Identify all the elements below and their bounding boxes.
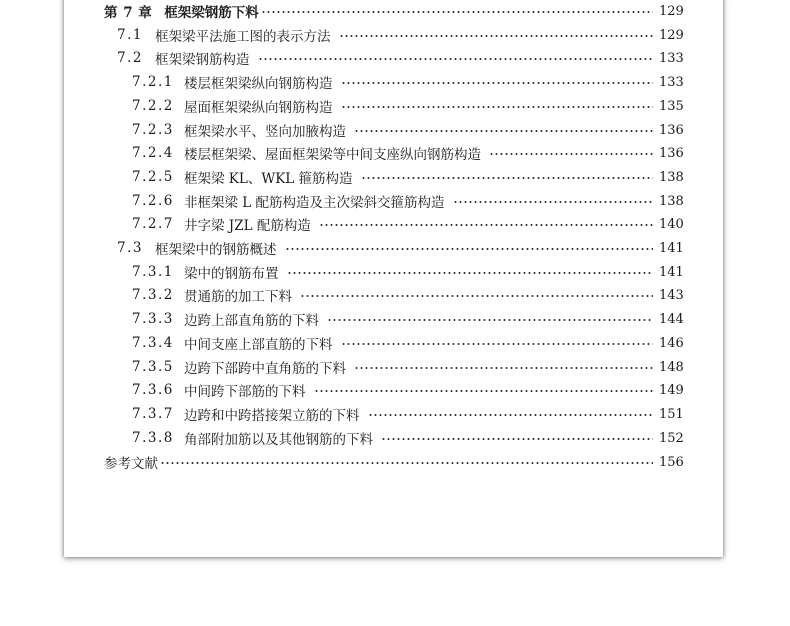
toc-section-title: 框架梁钢筋构造: [155, 52, 250, 68]
toc-entry-7-2-3[interactable]: [132, 119, 683, 141]
toc-entry-7-3[interactable]: [117, 237, 683, 259]
toc-leader-dots: [160, 462, 653, 464]
toc-page-number: 141: [659, 264, 684, 280]
toc-section-title: 屋面框架梁纵向钢筋构造: [184, 100, 333, 116]
toc-page-number: 129: [659, 3, 684, 19]
toc-references[interactable]: [104, 451, 683, 473]
toc-leader-dots: [354, 130, 653, 132]
toc-leader-dots: [327, 319, 653, 321]
toc-page-number: 133: [659, 50, 684, 66]
toc-section-number: 7.3.3: [132, 311, 174, 327]
toc-entry-7-2-7[interactable]: [132, 213, 683, 235]
toc-section-title: 楼层框架梁纵向钢筋构造: [184, 76, 333, 92]
toc-page-number: 135: [659, 98, 684, 114]
toc-leader-dots: [341, 82, 654, 84]
toc-page-number: 152: [659, 430, 684, 446]
toc-section-number: 7.2: [117, 50, 143, 66]
toc-page-number: 156: [659, 454, 684, 470]
toc-chapter-7[interactable]: [104, 0, 683, 22]
toc-section-title: 框架梁中的钢筋概述: [155, 242, 277, 258]
toc-page-number: 133: [659, 74, 684, 90]
toc-references-title: 参考文献: [104, 456, 158, 472]
toc-chapter-title: 框架梁钢筋下料: [164, 5, 259, 21]
toc-leader-dots: [368, 414, 654, 416]
toc-section-number: 7.1: [117, 27, 143, 43]
toc-entry-7-2-1[interactable]: [132, 71, 683, 93]
toc-section-title: 框架梁 KL、WKL 箍筋构造: [184, 171, 353, 187]
toc-entry-7-2-4[interactable]: [132, 142, 683, 164]
toc-leader-dots: [354, 367, 653, 369]
toc-section-number: 7.2.2: [132, 98, 174, 114]
toc-leader-dots: [489, 153, 653, 155]
toc-section-title: 框架梁水平、竖向加腋构造: [184, 124, 346, 140]
toc-section-title: 中间跨下部筋的下料: [184, 384, 306, 400]
toc-leader-dots: [341, 106, 654, 108]
toc-section-title: 井字梁 JZL 配筋构造: [184, 218, 311, 234]
toc-section-title: 梁中的钢筋布置: [184, 266, 279, 282]
toc-page-number: 141: [659, 240, 684, 256]
toc-section-number: 7.2.6: [132, 193, 174, 209]
toc-section-number: 7.3.5: [132, 359, 174, 375]
toc-page-number: 140: [659, 216, 684, 232]
toc-page-number: 129: [659, 27, 684, 43]
toc-entry-7-2-6[interactable]: [132, 190, 683, 212]
toc-section-number: 7.2.4: [132, 145, 174, 161]
document-page: [64, 0, 723, 557]
toc-section-title: 边跨下部跨中直角筋的下料: [184, 361, 346, 377]
toc-entry-7-3-8[interactable]: [132, 427, 683, 449]
toc-page-number: 143: [659, 287, 684, 303]
toc-leader-dots: [287, 272, 654, 274]
toc-page-number: 148: [659, 359, 684, 375]
toc-page-number: 149: [659, 382, 684, 398]
toc-section-title: 边跨和中跨搭接架立筋的下料: [184, 408, 360, 424]
toc-leader-dots: [300, 295, 653, 297]
toc-leader-dots: [261, 11, 653, 13]
toc-page-number: 144: [659, 311, 684, 327]
toc-section-number: 7.3.6: [132, 382, 174, 398]
toc-leader-dots: [319, 224, 653, 226]
toc-section-number: 7.3.1: [132, 264, 174, 280]
toc-leader-dots: [341, 343, 654, 345]
toc-leader-dots: [361, 177, 653, 179]
toc-page-number: 138: [659, 169, 684, 185]
toc-section-title: 中间支座上部直筋的下料: [184, 337, 333, 353]
toc-leader-dots: [381, 438, 653, 440]
toc-leader-dots: [339, 35, 654, 37]
toc-section-number: 7.2.3: [132, 122, 174, 138]
toc-leader-dots: [314, 390, 654, 392]
toc-entry-7-3-7[interactable]: [132, 403, 683, 425]
toc-section-number: 7.2.1: [132, 74, 174, 90]
toc-entry-7-3-3[interactable]: [132, 308, 683, 330]
toc-section-title: 楼层框架梁、屋面框架梁等中间支座纵向钢筋构造: [184, 147, 481, 163]
toc-entry-7-2-5[interactable]: [132, 166, 683, 188]
toc-section-title: 框架梁平法施工图的表示方法: [155, 29, 331, 45]
toc-entry-7-3-1[interactable]: [132, 261, 683, 283]
toc-entry-7-3-2[interactable]: [132, 284, 683, 306]
toc-section-number: 7.2.5: [132, 169, 174, 185]
toc-entry-7-3-4[interactable]: [132, 332, 683, 354]
toc-entry-7-2[interactable]: [117, 47, 683, 69]
toc-section-number: 7.2.7: [132, 216, 174, 232]
toc-page-number: 136: [659, 122, 684, 138]
toc-section-number: 7.3.2: [132, 287, 174, 303]
toc-leader-dots: [285, 248, 654, 250]
toc-leader-dots: [453, 201, 653, 203]
toc-page-number: 151: [659, 406, 684, 422]
toc-page-number: 136: [659, 145, 684, 161]
toc-entry-7-3-5[interactable]: [132, 356, 683, 378]
toc-section-number: 7.3.4: [132, 335, 174, 351]
toc-chapter-number: 第 7 章: [104, 5, 153, 21]
toc-section-title: 贯通筋的加工下料: [184, 289, 292, 305]
toc-section-number: 7.3: [117, 240, 143, 256]
toc-entry-7-3-6[interactable]: [132, 379, 683, 401]
toc-section-title: 边跨上部直角筋的下料: [184, 313, 319, 329]
toc-page-number: 146: [659, 335, 684, 351]
toc-section-title: 角部附加筋以及其他钢筋的下料: [184, 432, 373, 448]
toc-leader-dots: [258, 58, 654, 60]
toc-section-number: 7.3.8: [132, 430, 174, 446]
toc-section-number: 7.3.7: [132, 406, 174, 422]
toc-page-number: 138: [659, 193, 684, 209]
toc-entry-7-1[interactable]: [117, 24, 683, 46]
toc-entry-7-2-2[interactable]: [132, 95, 683, 117]
toc-section-title: 非框架梁 L 配筋构造及主次梁斜交箍筋构造: [184, 195, 445, 211]
